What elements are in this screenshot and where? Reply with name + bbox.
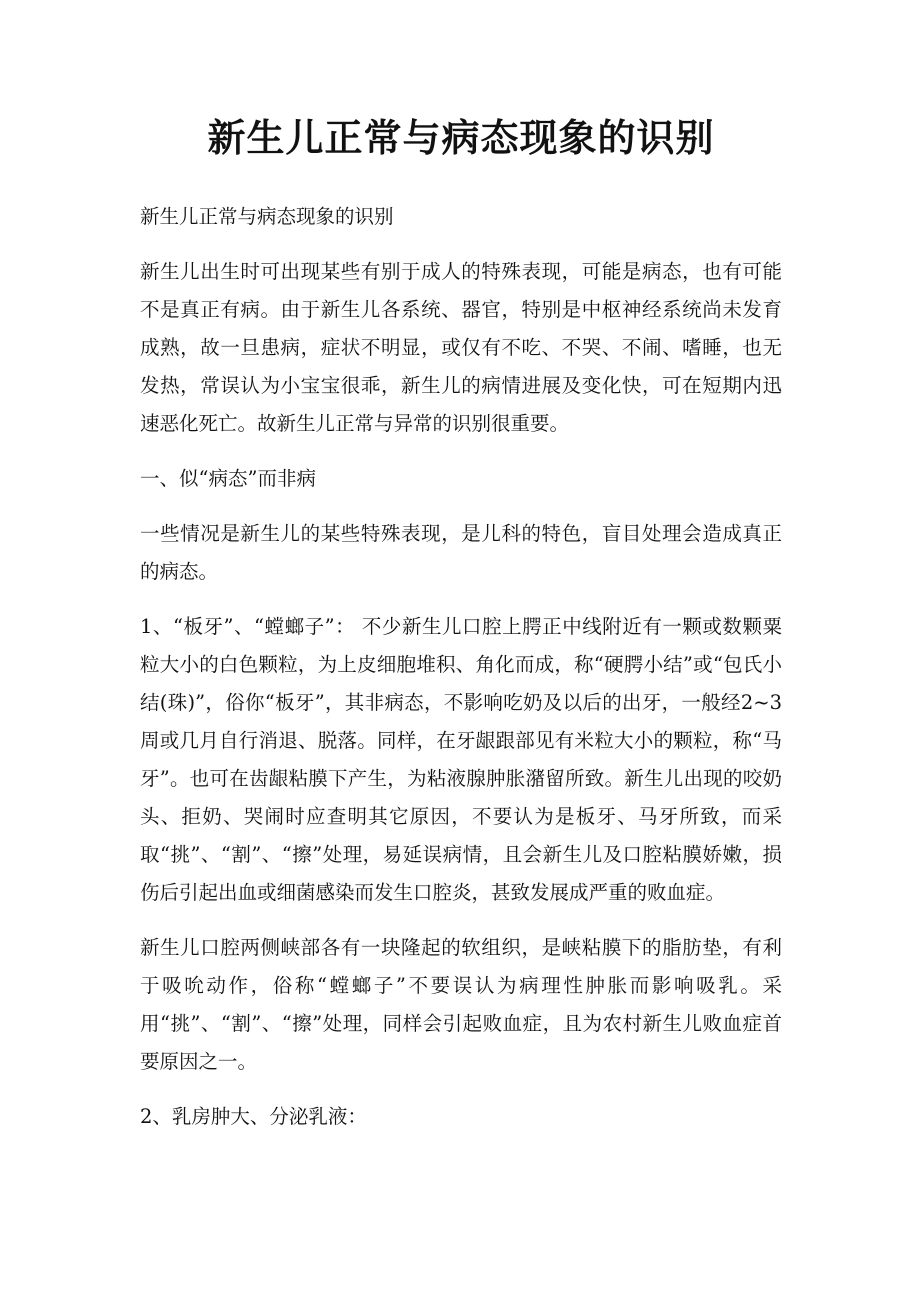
document-title: 新生儿正常与病态现象的识别 (207, 116, 715, 160)
item-2-heading: 2、乳房肿大、分泌乳液： (140, 1105, 367, 1128)
document-page (140, 0, 782, 1136)
section-intro-paragraph: 一些情况是新生儿的某些特殊表现，是儿科的特色，盲目处理会造成真正的病态。 (140, 522, 782, 583)
section-heading: 一、似“病态”而非病 (140, 467, 316, 490)
item-1-paragraph: 1、“板牙”、“螳螂子”： 不少新生儿口腔上腭正中线附近有一颗或数颗粟粒大小的白色颗粒，为上皮细胞堆积、角化而成，称“硬腭小结”或“包氏小结(珠)”，俗你“板牙”，其非病态，不影响吃奶及以后的出牙，一般经2~3周或几月自行消退、脱落。同样，在牙龈跟部见有米粒大小的颗粒，称“马牙”。也可在齿龈粘膜下产生，为粘液腺肿胀潴留所致。新生儿出现的咬奶头、拒奶、哭闹时应查明其它原因，不要认为是板牙、马牙所致，而采取“挑”、“割”、“擦”处理，易延误病情，且会新生儿及口腔粘膜娇嫩，损伤后引起出血或细菌感染而发生口腔炎，甚致发展成严重的败血症。 (140, 615, 782, 904)
intro-paragraph: 新生儿出生时可出现某些有别于成人的特殊表现，可能是病态，也有可能不是真正有病。由于新生儿各系统、器官，特别是中枢神经系统尚未发育成熟，故一旦患病，症状不明显，或仅有不吃、不哭、不闹、嗜睡，也无发热，常误认为小宝宝很乖，新生儿的病情进展及变化快，可在短期内迅速恶化死亡。故新生儿正常与异常的识别很重要。 (140, 260, 782, 435)
item-1-continued-paragraph: 新生儿口腔两侧峡部各有一块隆起的软组织，是峡粘膜下的脂肪垫，有利于吸吮动作，俗称“螳螂子”不要误认为病理性肿胀而影响吸乳。采用“挑”、“割”、“擦”处理，同样会引起败血症，且为农村新生儿败血症首要原因之一。 (140, 936, 782, 1073)
document-subtitle: 新生儿正常与病态现象的识别 (140, 205, 394, 228)
